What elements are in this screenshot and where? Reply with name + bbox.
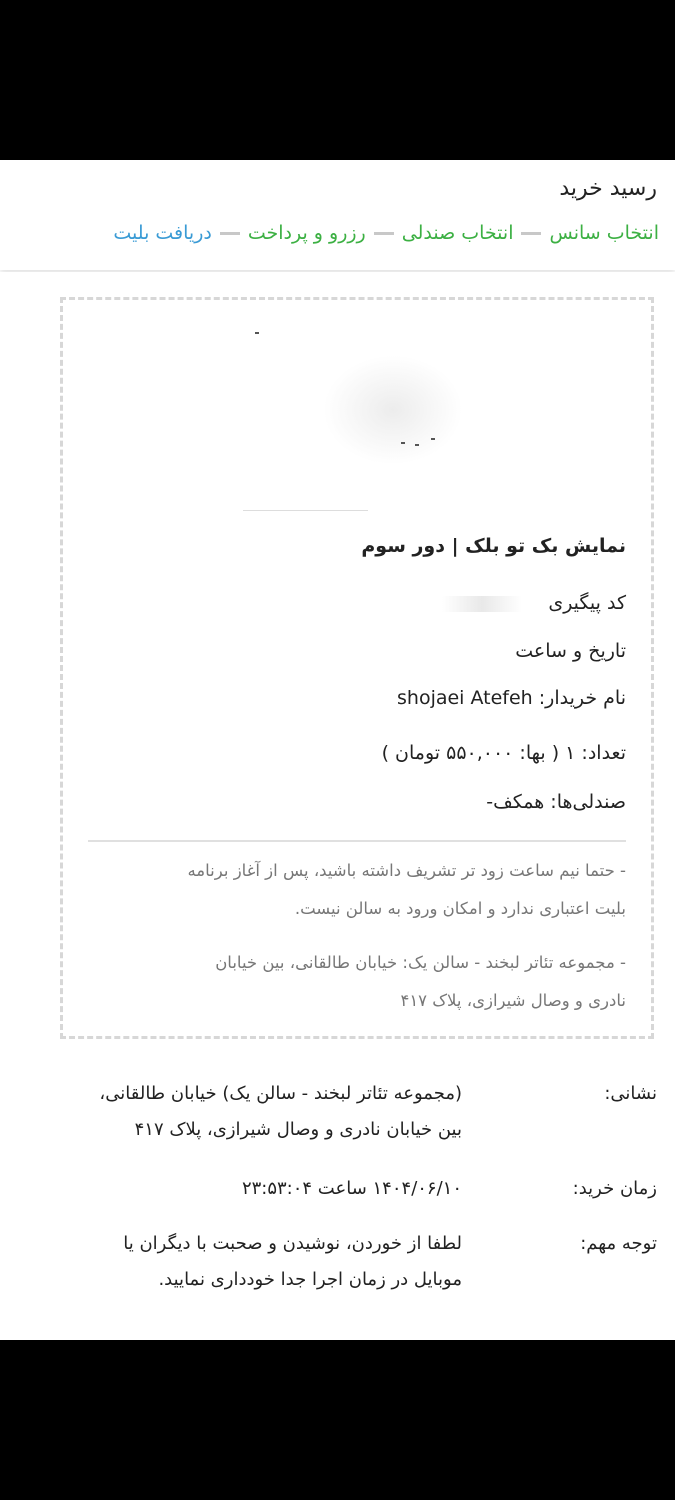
venue-note-line2: نادری و وصال شیرازی، پلاک ۴۱۷ — [400, 991, 626, 1010]
blurred-image — [323, 355, 463, 465]
notice-line2: موبایل در زمان اجرا جدا خودداری نمایید. — [158, 1269, 462, 1290]
tracking-code-label: کد پیگیری — [548, 592, 626, 614]
blur-artifact — [431, 438, 435, 440]
notice-label: توجه مهم: — [580, 1233, 657, 1254]
step-select-showtime[interactable]: انتخاب سانس — [549, 222, 659, 244]
tracking-code-blurred — [442, 596, 522, 612]
header — [0, 160, 675, 270]
page-title: رسید خرید — [559, 176, 657, 201]
arrival-note-line1: - حتما نیم ساعت زود تر تشریف داشته باشید، پس از آغاز برنامه — [187, 861, 626, 880]
divider — [243, 510, 368, 511]
receipt-sheet — [0, 160, 675, 1340]
step-separator — [220, 232, 240, 235]
datetime-row — [515, 640, 626, 662]
address-text — [18, 1076, 462, 1148]
notice-text — [18, 1226, 462, 1298]
tracking-code-row — [442, 592, 626, 614]
address-row — [18, 1076, 657, 1156]
blur-artifact — [415, 444, 419, 446]
show-title: نمایش بک تو بلک | دور سوم — [361, 535, 626, 557]
venue-note-line1: - مجموعه تئاتر لبخند - سالن یک: خیابان طالقانی، بین خیابان — [215, 953, 626, 972]
ticket-card — [60, 297, 654, 1039]
step-receive-ticket[interactable]: دریافت بلیت — [113, 222, 212, 244]
seats-row — [486, 791, 626, 813]
arrival-note — [88, 852, 626, 928]
venue-note — [88, 944, 626, 1020]
step-reserve-pay[interactable]: رزرو و پرداخت — [247, 222, 366, 244]
blurred-logo-area — [153, 320, 453, 510]
address-line2: بین خیابان نادری و وصال شیرازی، پلاک ۴۱۷ — [134, 1119, 462, 1140]
address-line1: (مجموعه تئاتر لبخند - سالن یک) خیابان طالقانی، — [99, 1083, 462, 1104]
purchase-time-row — [18, 1171, 657, 1211]
address-label: نشانی: — [604, 1083, 657, 1104]
blur-artifact — [401, 442, 405, 444]
seats-text: صندلی‌ها: همکف- — [486, 791, 626, 813]
notice-line1: لطفا از خوردن، نوشیدن و صحبت با دیگران یا — [123, 1233, 462, 1254]
step-select-seat[interactable]: انتخاب صندلی — [401, 222, 514, 244]
buyer-label: نام خریدار: — [538, 687, 626, 709]
buyer-name: shojaei Atefeh — [397, 687, 533, 709]
receipt-body — [0, 272, 675, 1340]
progress-steps — [10, 222, 659, 244]
blur-artifact — [255, 332, 259, 334]
purchase-time-label: زمان خرید: — [572, 1178, 657, 1199]
divider — [88, 840, 626, 842]
step-separator — [521, 232, 541, 235]
buyer-row — [397, 687, 626, 709]
count-price: تعداد: ۱ ( بها: ۵۵۰,۰۰۰ تومان ) — [381, 742, 626, 764]
count-row — [382, 742, 626, 764]
datetime-label: تاریخ و ساعت — [515, 640, 626, 662]
notice-row — [18, 1226, 657, 1306]
purchase-time-value: ۱۴۰۴/۰۶/۱۰ ساعت ۲۳:۵۳:۰۴ — [241, 1178, 462, 1199]
step-separator — [374, 232, 394, 235]
arrival-note-line2: بلیت اعتباری ندارد و امکان ورود به سالن نیست. — [294, 899, 626, 918]
